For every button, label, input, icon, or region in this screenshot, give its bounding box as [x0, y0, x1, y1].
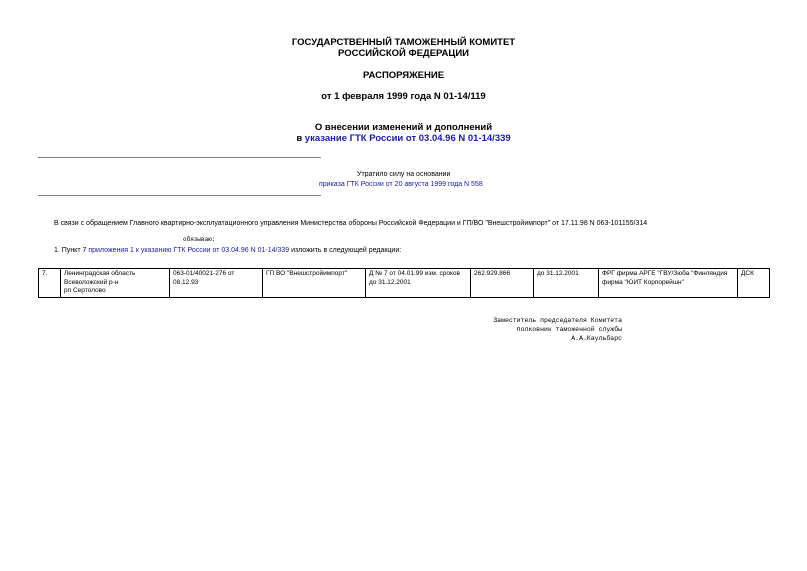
- cell-code: ДСК: [738, 269, 770, 298]
- divider-bottom: [38, 195, 321, 196]
- intro-paragraph: В связи с обращением Главного квартирно-эксплуатационного управления Министерства обороны Российской Федерации и ГП/ВО "Внешстройимпорт" от 17.11.98 N 063-101155/314: [54, 220, 648, 227]
- cell-organization: ГП ВО "Внешстройимпорт": [263, 269, 366, 298]
- agency-name-line1: ГОСУДАРСТВЕННЫЙ ТАМОЖЕННЫЙ КОМИТЕТ: [291, 37, 516, 48]
- document-subject-ref: [0, 133, 807, 144]
- document-subject: О внесении изменений и дополнений: [314, 122, 493, 133]
- document-line: 063-01/40021-276 от: [173, 270, 235, 277]
- location-line: рп Сертолово: [64, 287, 106, 294]
- cell-amount: 262.929.866: [471, 269, 534, 298]
- cell-term: до 31.12.2001: [534, 269, 599, 298]
- firm-line: фирма "ЮИТ Корпорейшн": [602, 278, 684, 286]
- location-line: Ленинградская область: [64, 270, 136, 277]
- status-link[interactable]: приказа ГТК России от 20 августа 1999 года N 558: [319, 181, 483, 188]
- location-line: Всеволожский р-н: [64, 278, 119, 286]
- subject-prefix: в: [296, 133, 305, 144]
- document-line: 08.12.93: [173, 278, 199, 286]
- cell-number: 7.: [39, 269, 61, 298]
- cell-firm: [599, 269, 738, 298]
- signature-line3: А.А.Каульбарс: [571, 335, 622, 342]
- signature-line1: Заместитель председателя Комитета: [493, 317, 622, 324]
- divider-top: [38, 157, 321, 158]
- item-paragraph: [54, 246, 401, 255]
- firm-line: ФРГ фирма АРГЕ "ГВУ/Зюба "Финляндия: [602, 270, 728, 277]
- cell-contract: [366, 269, 471, 298]
- item-suffix: изложить в следующей редакции:: [289, 247, 402, 254]
- table-row: [39, 269, 770, 298]
- signature-line2: полковник таможенной службы: [516, 326, 622, 333]
- obligation-text: обязываю:: [183, 236, 216, 243]
- agency-name-line2: РОССИЙСКОЙ ФЕДЕРАЦИИ: [337, 48, 469, 59]
- contract-line: Д № 7 от 04.01.99 изм. сроков: [369, 270, 460, 277]
- contract-line: до 31.12.2001: [369, 278, 411, 286]
- cell-document: [170, 269, 263, 298]
- amendment-table: [38, 268, 770, 298]
- subject-link[interactable]: указание ГТК России от 03.04.96 N 01-14/339: [304, 133, 511, 144]
- item-prefix: 1. Пункт 7: [54, 247, 89, 254]
- status-text: Утратило силу на основании: [357, 171, 451, 178]
- document-date-number: от 1 февраля 1999 года N 01-14/119: [321, 91, 486, 102]
- item-link[interactable]: приложения 1 к указанию ГТК России от 03.04.96 N 01-14/339: [88, 247, 290, 254]
- document-type: РАСПОРЯЖЕНИЕ: [362, 70, 445, 81]
- cell-location: [61, 269, 170, 298]
